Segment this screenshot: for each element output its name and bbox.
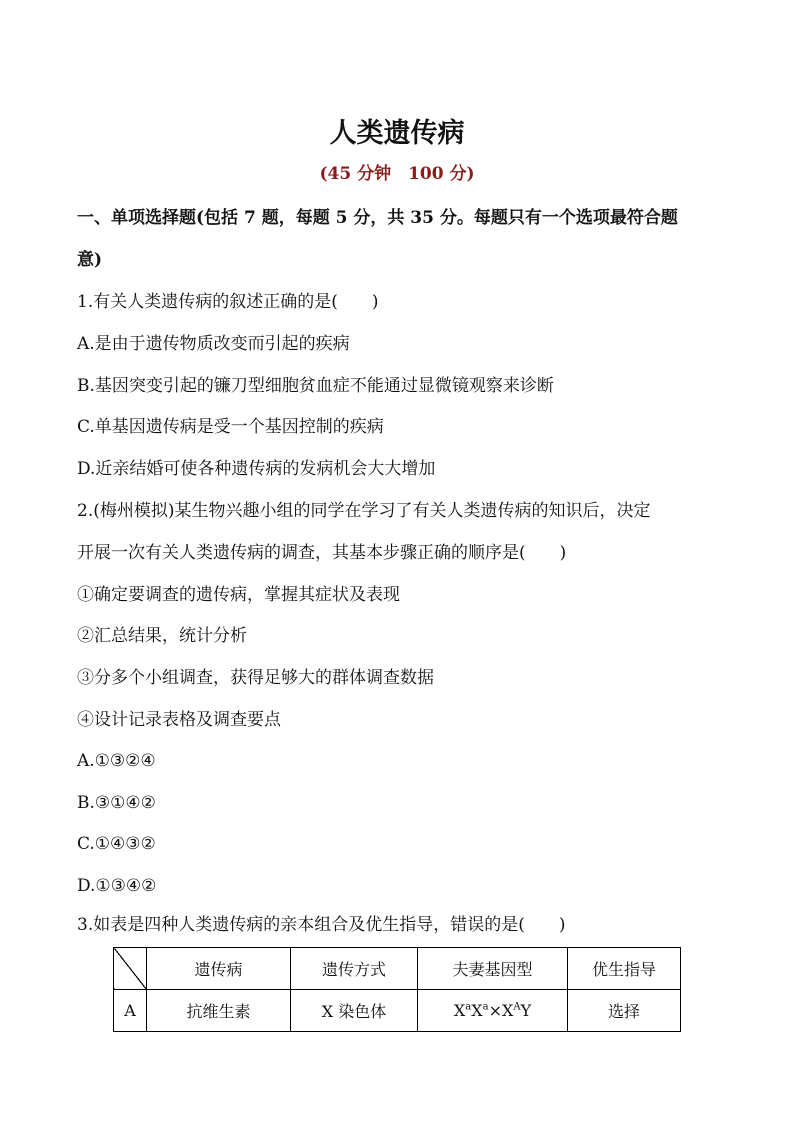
- section-heading-line-2: 意): [77, 250, 103, 270]
- question-2-option-d: D.①③④②: [77, 876, 157, 896]
- genotype-chromosome: X: [471, 1001, 483, 1020]
- question-2-option-b: B.③①④②: [77, 793, 156, 813]
- question-1-option-d: D.近亲结婚可使各种遗传病的发病机会大大增加: [77, 459, 436, 479]
- table-header-cell: 优生指导: [568, 948, 681, 990]
- table-cell-genotype: [418, 990, 568, 1032]
- table-cell-disease: 抗维生素: [147, 990, 291, 1032]
- table-header-cell: 夫妻基因型: [418, 948, 568, 990]
- question-2-stem-line-1: 2.(梅州模拟)某生物兴趣小组的同学在学习了有关人类遗传病的知识后，决定: [77, 501, 651, 521]
- genotype-allele: A: [513, 1001, 521, 1013]
- section-heading-line-1: 一、单项选择题(包括 7 题，每题 5 分，共 35 分。每题只有一个选项最符合题: [77, 208, 678, 228]
- genotype-cross-sign: ×: [488, 1001, 502, 1020]
- page-title: 人类遗传病: [329, 118, 465, 149]
- question-2-step-3: ③分多个小组调查，获得足够大的群体调查数据: [77, 668, 434, 688]
- question-2-stem-line-2: 开展一次有关人类遗传病的调查，其基本步骤正确的顺序是( ): [77, 543, 567, 563]
- question-2-step-1: ①确定要调查的遗传病，掌握其症状及表现: [77, 585, 400, 605]
- table-header-row: [114, 948, 681, 990]
- table-header-cell: 遗传病: [147, 948, 291, 990]
- exam-duration-score: (45 分钟 100 分): [319, 164, 475, 184]
- table-row-label: A: [114, 990, 147, 1032]
- question-1-option-a: A.是由于遗传物质改变而引起的疾病: [77, 334, 350, 354]
- genotype-allele: a: [482, 1001, 489, 1013]
- genotype-chromosome: X: [501, 1001, 514, 1020]
- question-1-stem: 1.有关人类遗传病的叙述正确的是( ): [77, 292, 379, 312]
- table-header-cell: 遗传方式: [291, 948, 418, 990]
- table-cell-inheritance-mode: X 染色体: [291, 990, 418, 1032]
- genotype-chromosome: Y: [520, 1001, 532, 1020]
- genotype-allele: a: [465, 1001, 472, 1013]
- question-3-stem: 3.如表是四种人类遗传病的亲本组合及优生指导，错误的是( ): [77, 915, 566, 935]
- table-row: [114, 990, 681, 1032]
- question-2-step-2: ②汇总结果，统计分析: [77, 626, 247, 646]
- question-2-step-4: ④设计记录表格及调查要点: [77, 710, 281, 730]
- question-3-table: [113, 947, 681, 1032]
- table-corner-diagonal-cell: [114, 948, 147, 990]
- question-1-option-c: C.单基因遗传病是受一个基因控制的疾病: [77, 417, 384, 437]
- genotype-chromosome: X: [453, 1001, 466, 1020]
- table-cell-advice: 选择: [568, 990, 681, 1032]
- question-2-option-a: A.①③②④: [77, 751, 156, 771]
- question-1-option-b: B.基因突变引起的镰刀型细胞贫血症不能通过显微镜观察来诊断: [77, 376, 554, 396]
- question-2-option-c: C.①④③②: [77, 834, 156, 854]
